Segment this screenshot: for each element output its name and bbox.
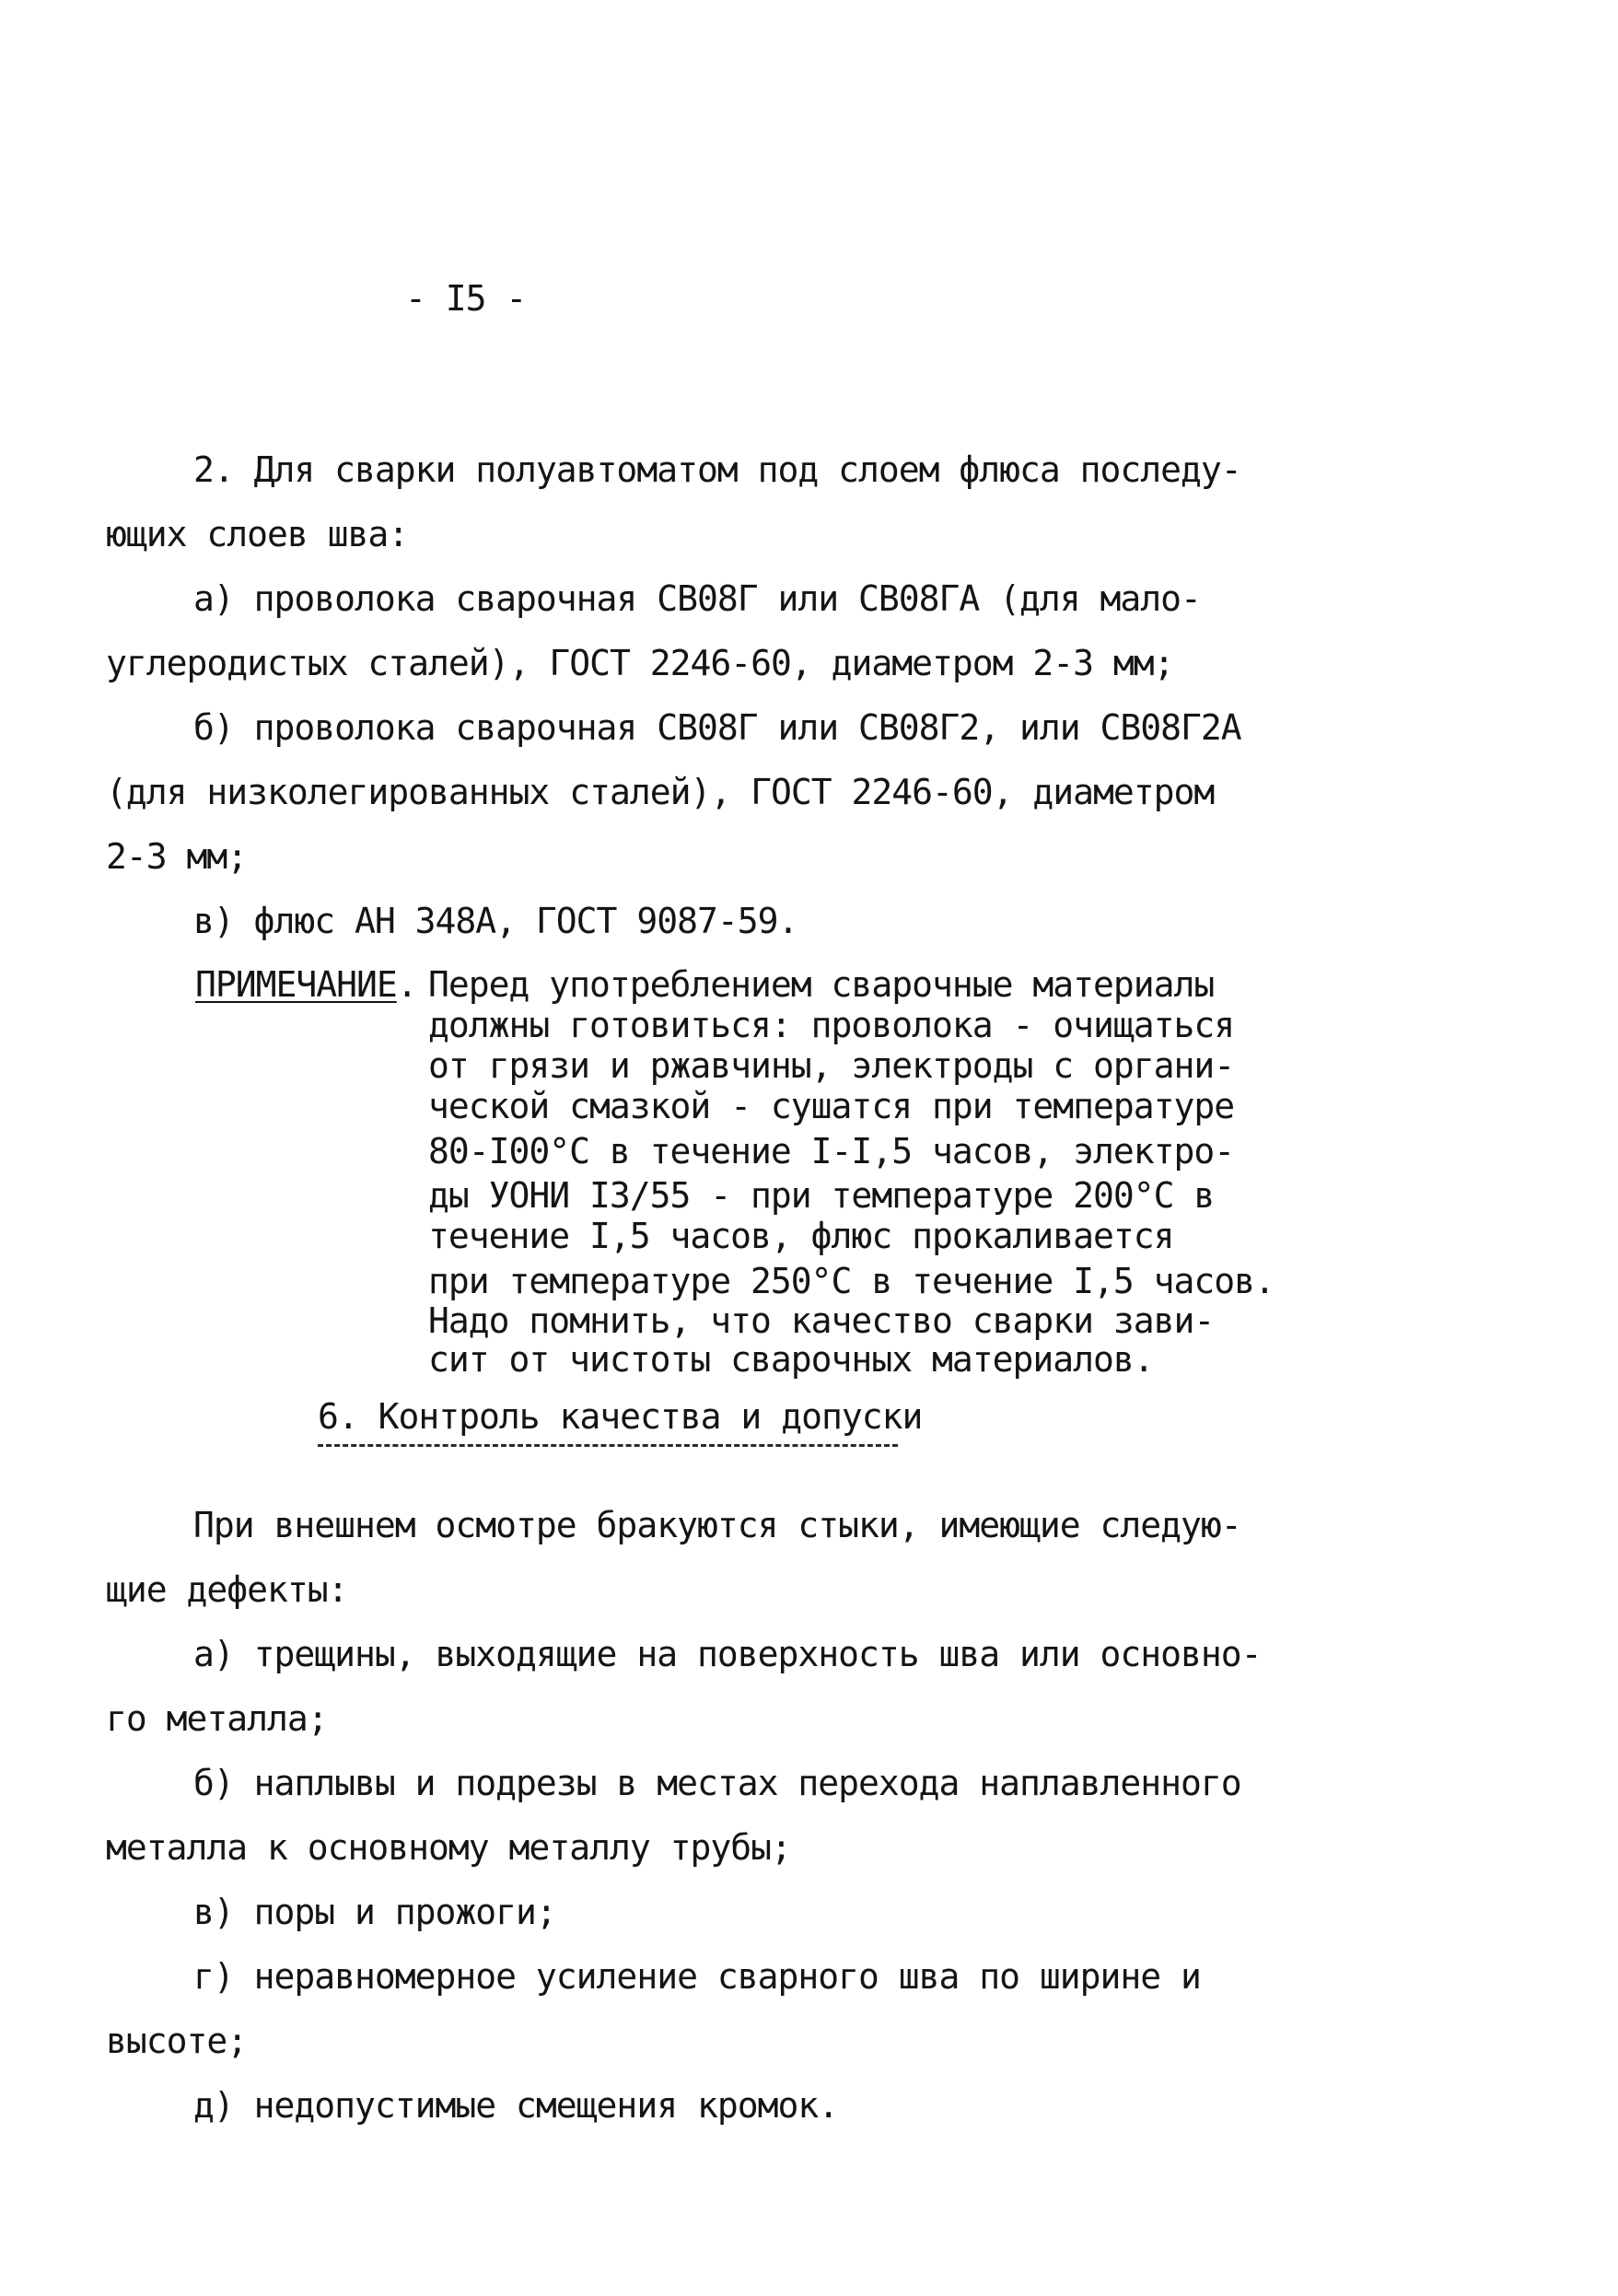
note-label-text: ПРИМЕЧАНИЕ <box>195 964 397 1005</box>
note-line: от грязи и ржавчины, электроды с органи- <box>428 1045 1235 1086</box>
note-line: ды УОНИ I3/55 - при температуре 200°С в <box>428 1175 1215 1216</box>
note-line: течение I,5 часов, флюс прокаливается <box>428 1216 1174 1256</box>
defect-a-line-2: го металла; <box>106 1698 328 1739</box>
section6-intro-line-2: щие дефекты: <box>106 1569 348 1610</box>
item-c-line-1: в) флюс АН 348А, ГОСТ 9087-59. <box>193 901 798 941</box>
note-line: должны готовиться: проволока - очищаться <box>428 1005 1235 1045</box>
defect-b-line-2: металла к основному металлу трубы; <box>106 1827 791 1868</box>
page-number: - I5 - <box>405 278 527 319</box>
note-line: при температуре 250°С в течение I,5 часов. <box>428 1261 1275 1301</box>
section6-intro-line-1: При внешнем осмотре бракуются стыки, имеющие следую- <box>193 1505 1241 1545</box>
defect-b-line-1: б) наплывы и подрезы в местах перехода наплавленного <box>193 1763 1241 1803</box>
note-line: 80-I00°С в течение I-I,5 часов, электро- <box>428 1131 1235 1171</box>
note-line: сит от чистоты сварочных материалов. <box>428 1339 1154 1380</box>
item-b-line-2: (для низколегированных сталей), ГОСТ 2246-60, диаметром <box>106 772 1215 812</box>
note-line: Надо помнить, что качество сварки зави- <box>428 1300 1215 1341</box>
heading-underline <box>318 1444 898 1447</box>
note-line: Перед употреблением сварочные материалы <box>428 964 1215 1005</box>
item-b-line-1: б) проволока сварочная СВ08Г или СВ08Г2, или СВ08Г2А <box>193 707 1241 748</box>
defect-d-line-2: высоте; <box>106 2021 248 2061</box>
defect-e-line-1: д) недопустимые смещения кромок. <box>193 2085 839 2126</box>
note-label: ПРИМЕЧАНИЕ. <box>195 964 417 1005</box>
item-b-line-3: 2-3 мм; <box>106 836 248 877</box>
item-a-line-1: а) проволока сварочная СВ08Г или СВ08ГА (для мало- <box>193 578 1201 619</box>
section2-intro-line-1: 2. Для сварки полуавтоматом под слоем флюса последу- <box>193 449 1241 490</box>
defect-c-line-1: в) поры и прожоги; <box>193 1892 556 1932</box>
section-heading: 6. Контроль качества и допуски <box>318 1396 923 1437</box>
defect-d-line-1: г) неравномерное усиление сварного шва по ширине и <box>193 1956 1201 1997</box>
item-a-line-2: углеродистых сталей), ГОСТ 2246-60, диаметром 2-3 мм; <box>106 643 1174 683</box>
defect-a-line-1: а) трещины, выходящие на поверхность шва или основно- <box>193 1634 1262 1674</box>
section2-intro-line-2: ющих слоев шва: <box>106 514 409 554</box>
note-line: ческой смазкой - сушатся при температуре <box>428 1086 1235 1126</box>
